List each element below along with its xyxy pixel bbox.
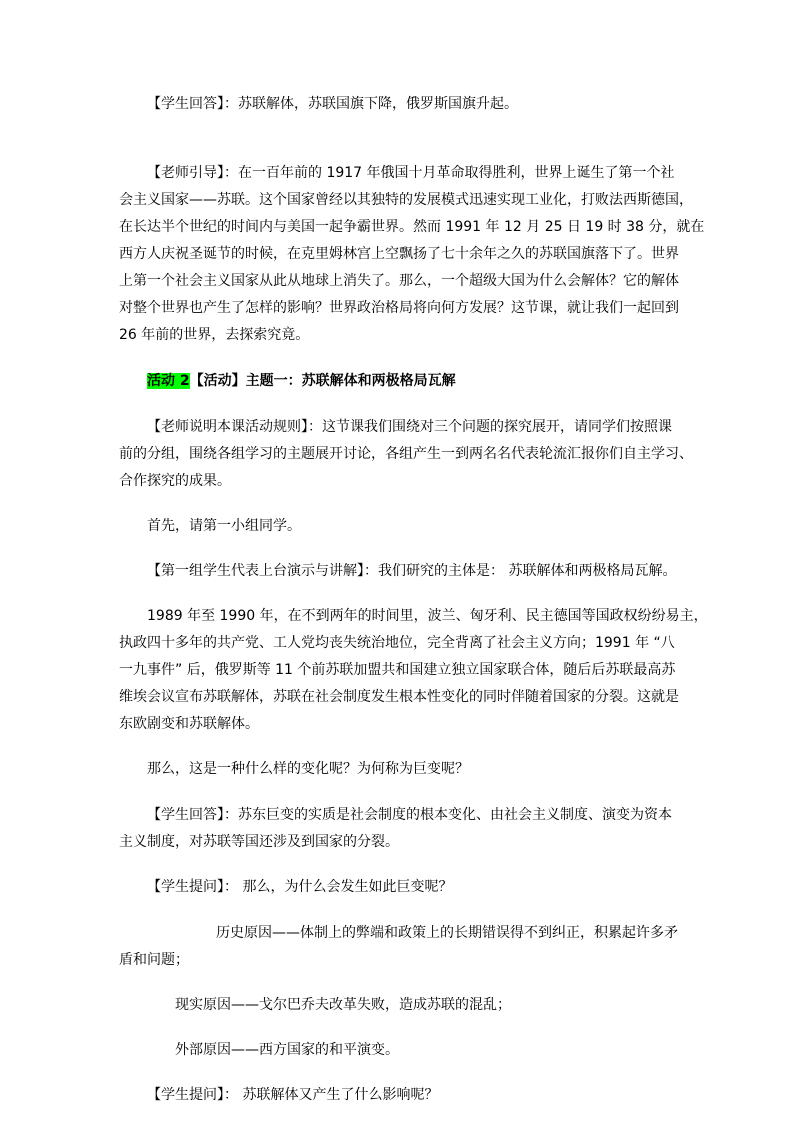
student-answer-2-line-1: 【学生回答】：苏东巨变的实质是社会制度的根本变化、由社会主义制度、演变为资本 bbox=[147, 807, 672, 823]
group1-para-line-4: 维埃会议宣布苏联解体，苏联在社会制度发生根本性变化的同时伴随着国家的分裂。这就是 bbox=[119, 689, 679, 705]
rules-line-2: 前的分组，围绕各组学习的主题展开讨论，各组产生一到两名名代表轮流汇报你们自主学习、 bbox=[119, 446, 693, 462]
student-answer-2-line-2: 主义制度，对苏联等国还涉及到国家的分裂。 bbox=[119, 834, 399, 850]
external-reason: 外部原因——西方国家的和平演变。 bbox=[175, 1042, 399, 1058]
activity-tag: 活动 2 bbox=[147, 373, 190, 389]
teacher-guide-line-3: 在长达半个世纪的时间内与美国一起争霸世界。然而 1991 年 12 月 25 日 19 时 38 分，就在 bbox=[119, 219, 705, 235]
rules-line-1: 【老师说明本课活动规则】：这节课我们围绕对三个问题的探究展开，请同学们按照课 bbox=[147, 419, 672, 435]
rules-line-3: 合作探究的成果。 bbox=[119, 473, 231, 489]
teacher-guide-line-1: 【老师引导】：在一百年前的 1917 年俄国十月革命取得胜利，世界上诞生了第一个社 bbox=[147, 165, 675, 181]
group1-presentation: 【第一组学生代表上台演示与讲解】：我们研究的主体是： 苏联解体和两极格局瓦解。 bbox=[147, 563, 677, 579]
teacher-guide-line-4: 西方人庆祝圣诞节的时候，在克里姆林宫上空飘扬了七十余年之久的苏联国旗落下了。世界 bbox=[119, 246, 679, 262]
group1-para-line-1: 1989 年至 1990 年，在不到两年的时间里，波兰、匈牙利、民主德国等国政权纷纷易主， bbox=[147, 608, 708, 624]
student-question-1: 【学生提问】： 那么，为什么会发生如此巨变呢？ bbox=[147, 879, 453, 895]
historical-reason-line-2: 盾和问题； bbox=[119, 952, 189, 968]
teacher-guide-line-6: 对整个世界也产生了怎样的影响？世界政治格局将向何方发展？这节课，就让我们一起回到 bbox=[119, 300, 679, 316]
activity-title: 【活动】主题一：苏联解体和两极格局瓦解 bbox=[189, 373, 456, 389]
group1-para-line-3: 一九事件” 后，俄罗斯等 11 个前苏联加盟共和国建立独立国家联合体，随后后苏联最高苏 bbox=[119, 662, 676, 678]
first-group-intro: 首先，请第一小组同学。 bbox=[147, 518, 301, 534]
question-change: 那么，这是一种什么样的变化呢？为何称为巨变呢？ bbox=[147, 761, 469, 777]
teacher-guide-line-7: 26 年前的世界，去探索究竟。 bbox=[119, 327, 310, 343]
activity-heading bbox=[147, 372, 456, 390]
student-question-2: 【学生提问】： 苏联解体又产生了什么影响呢？ bbox=[147, 1087, 439, 1103]
teacher-guide-line-5: 上第一个社会主义国家从此从地球上消失了。那么，一个超级大国为什么会解体？它的解体 bbox=[119, 273, 679, 289]
current-reason: 现实原因——戈尔巴乔夫改革失败，造成苏联的混乱； bbox=[175, 997, 511, 1013]
group1-para-line-2: 执政四十多年的共产党、工人党均丧失统治地位，完全背离了社会主义方向；1991 年 “八 bbox=[119, 635, 675, 651]
group1-para-line-5: 东欧剧变和苏联解体。 bbox=[119, 716, 259, 732]
historical-reason-line-1: 历史原因——体制上的弊端和政策上的长期错误得不到纠正，积累起许多矛 bbox=[216, 925, 678, 941]
teacher-guide-line-2: 会主义国家——苏联。这个国家曾经以其独特的发展模式迅速实现工业化，打败法西斯德国， bbox=[119, 192, 693, 208]
student-answer-1: 【学生回答】：苏联解体，苏联国旗下降，俄罗斯国旗升起。 bbox=[147, 96, 518, 112]
